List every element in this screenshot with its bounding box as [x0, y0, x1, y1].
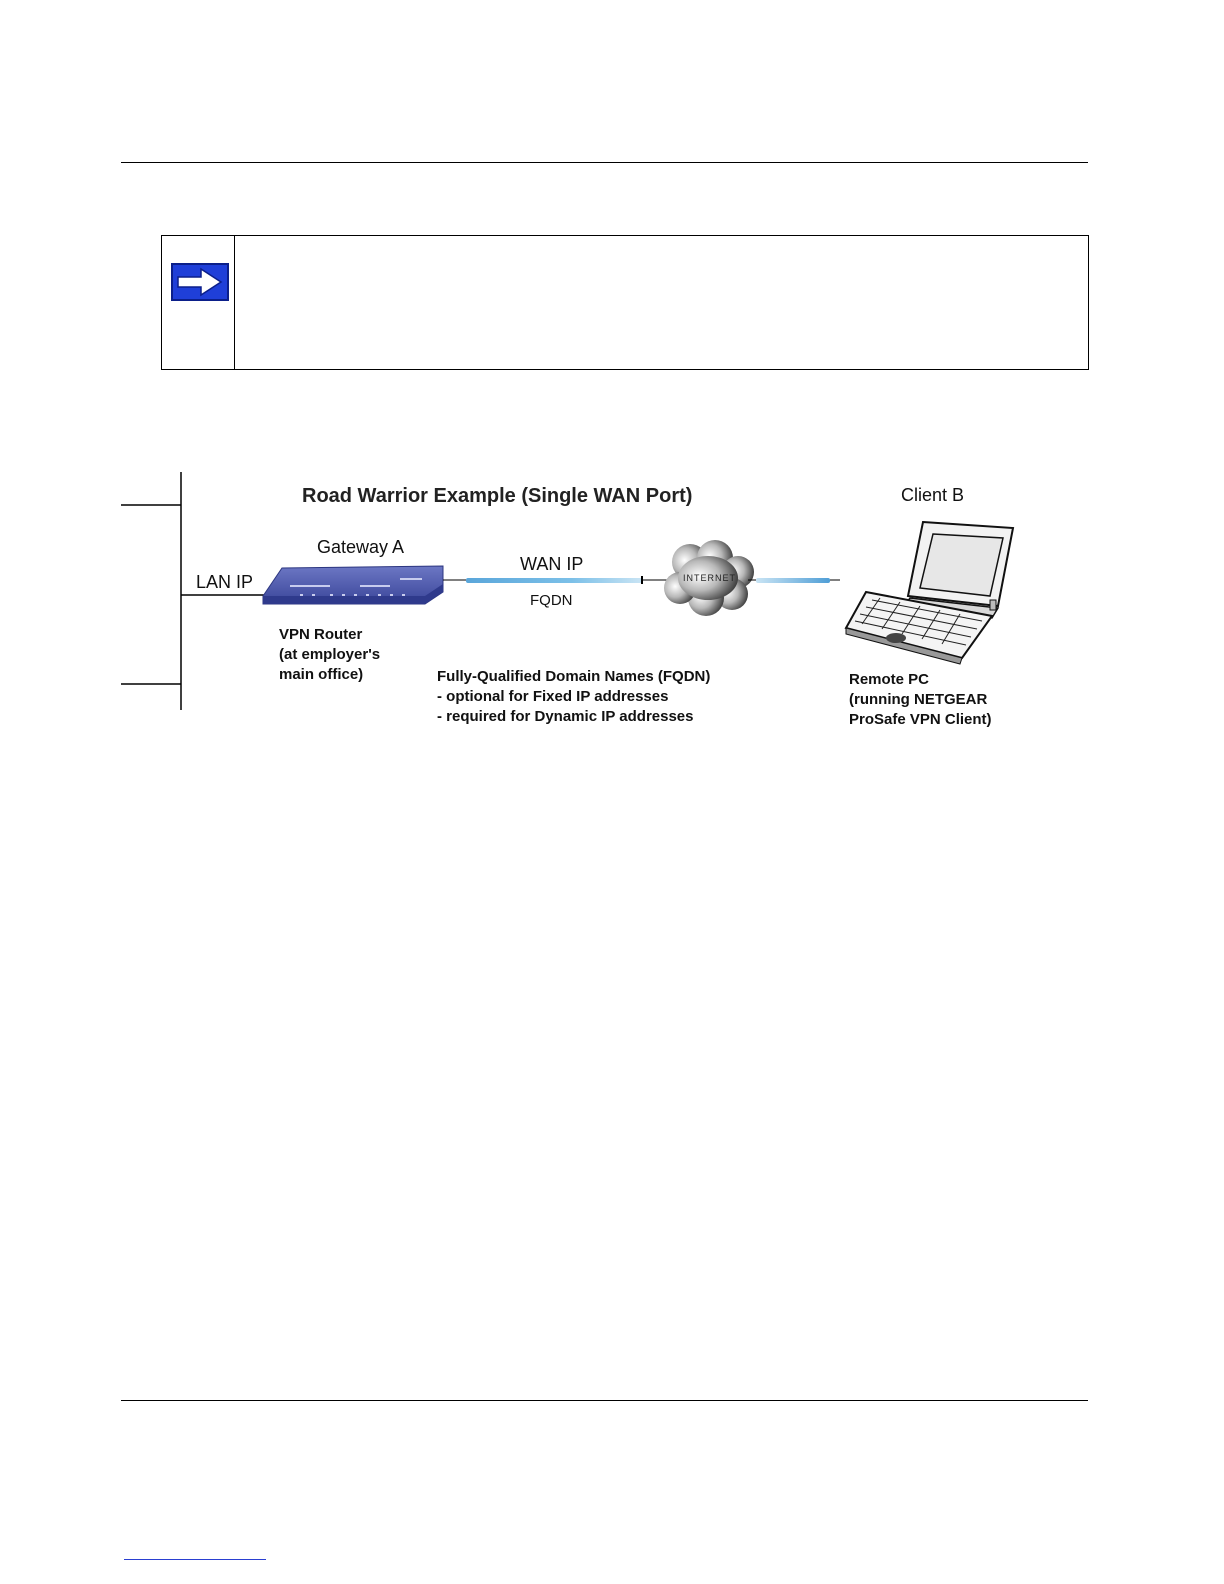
- vpn-router: [263, 566, 443, 604]
- diagram-title: Road Warrior Example (Single WAN Port): [302, 485, 693, 507]
- lan-ip-label: LAN IP: [196, 572, 254, 592]
- laptop-icon: [846, 522, 1013, 664]
- fqdn-label: FQDN: [530, 592, 573, 609]
- client-caption: Remote PC (running NETGEAR ProSafe VPN Client): [849, 671, 992, 728]
- wan-link-end: [641, 576, 643, 584]
- gateway-label: Gateway A: [317, 537, 405, 557]
- footer-rule: [121, 1400, 1088, 1401]
- wan-link: [466, 578, 642, 583]
- internet-label: INTERNET: [683, 573, 736, 583]
- client-label: Client B: [901, 485, 965, 505]
- fqdn-note: Fully-Qualified Domain Names (FQDN) - optional for Fixed IP addresses - required for Dynamic IP addresses: [437, 668, 711, 725]
- footer-link-underline[interactable]: [124, 1559, 266, 1560]
- router-caption: VPN Router (at employer's main office): [279, 626, 381, 683]
- wan-ip-label: WAN IP: [520, 554, 584, 574]
- client-link: [756, 578, 830, 583]
